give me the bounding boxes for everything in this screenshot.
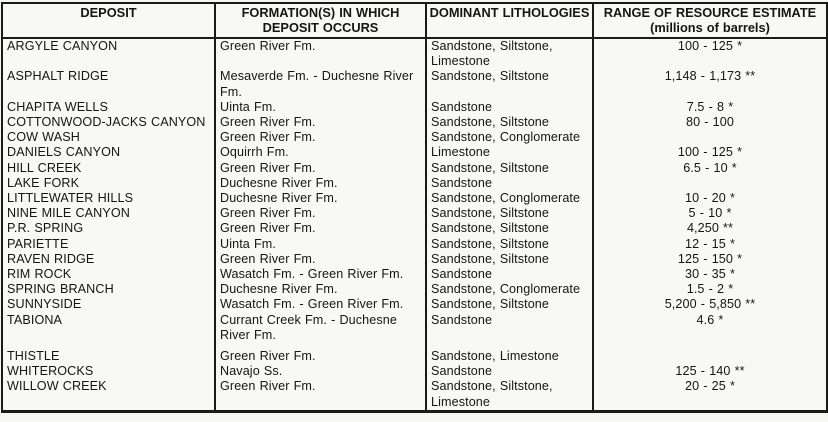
cell-lithologies: Sandstone, Siltstone bbox=[426, 237, 593, 252]
cell-formation: Green River Fm. bbox=[215, 161, 426, 176]
table-row bbox=[2, 237, 827, 252]
cell-estimate: 12 - 15 * bbox=[593, 237, 827, 252]
cell-estimate: 125 - 150 * bbox=[593, 252, 827, 267]
cell-formation: Duchesne River Fm. bbox=[215, 176, 426, 191]
cell-formation: Green River Fm. bbox=[215, 221, 426, 236]
table-row bbox=[2, 282, 827, 297]
table-row bbox=[2, 379, 827, 411]
table-row bbox=[2, 38, 827, 69]
cell-lithologies: Sandstone, Conglomerate bbox=[426, 130, 593, 145]
cell-lithologies: Sandstone, Limestone bbox=[426, 349, 593, 364]
col-header-lithologies: DOMINANT LITHOLOGIES bbox=[426, 3, 593, 38]
cell-lithologies: Sandstone, Siltstone bbox=[426, 115, 593, 130]
cell-deposit: DANIELS CANYON bbox=[7, 145, 121, 160]
col-header-deposit: DEPOSIT bbox=[2, 3, 215, 38]
table-row bbox=[2, 206, 827, 221]
table-row bbox=[2, 115, 827, 130]
table-row bbox=[2, 69, 827, 99]
col-header-estimate-label: RANGE OF RESOURCE ESTIMATE bbox=[603, 5, 817, 20]
cell-formation: Mesaverde Fm. - Duchesne River Fm. bbox=[215, 69, 426, 99]
cell-formation: Green River Fm. bbox=[215, 115, 426, 130]
cell-estimate: 5 - 10 * bbox=[593, 206, 827, 221]
cell-deposit: SPRING BRANCH bbox=[7, 282, 114, 297]
table-row bbox=[2, 297, 827, 312]
cell-lithologies: Limestone bbox=[426, 145, 593, 160]
table-body bbox=[2, 38, 827, 411]
col-header-formation: FORMATION(S) IN WHICH DEPOSIT OCCURS bbox=[215, 3, 426, 38]
table-row bbox=[2, 364, 827, 379]
cell-lithologies: Sandstone bbox=[426, 364, 593, 379]
cell-estimate: 5,200 - 5,850 ** bbox=[593, 297, 827, 312]
table-row bbox=[2, 252, 827, 267]
cell-deposit: TABIONA bbox=[7, 312, 63, 327]
cell-estimate: 4,250 ** bbox=[593, 221, 827, 236]
cell-estimate: 1,148 - 1,173 ** bbox=[593, 69, 827, 99]
cell-estimate bbox=[593, 130, 827, 145]
cell-deposit: THISTLE bbox=[7, 349, 60, 364]
cell-estimate: 100 - 125 * bbox=[593, 145, 827, 160]
cell-lithologies: Sandstone, Conglomerate bbox=[426, 191, 593, 206]
cell-deposit: ARGYLE CANYON bbox=[7, 39, 118, 53]
cell-lithologies: Sandstone bbox=[426, 267, 593, 282]
cell-lithologies: Sandstone, Siltstone bbox=[426, 252, 593, 267]
cell-formation: Currant Creek Fm. - Duchesne River Fm. bbox=[215, 313, 426, 349]
cell-deposit: LAKE FORK bbox=[7, 175, 80, 190]
table-row bbox=[2, 176, 827, 191]
header-row bbox=[2, 3, 827, 38]
cell-deposit: COTTONWOOD-JACKS CANYON bbox=[7, 115, 206, 130]
cell-estimate: 30 - 35 * bbox=[593, 267, 827, 282]
cell-lithologies: Sandstone, Siltstone bbox=[426, 297, 593, 312]
cell-deposit: COW WASH bbox=[7, 130, 80, 145]
cell-lithologies: Sandstone, Siltstone bbox=[426, 206, 593, 221]
cell-deposit: WHITEROCKS bbox=[7, 364, 94, 379]
cell-lithologies: Sandstone, Siltstone, Limestone bbox=[426, 379, 593, 411]
cell-lithologies: Sandstone, Siltstone, Limestone bbox=[426, 38, 593, 69]
table-row bbox=[2, 191, 827, 206]
cell-deposit: HILL CREEK bbox=[7, 160, 82, 175]
cell-formation: Wasatch Fm. - Green River Fm. bbox=[215, 297, 426, 312]
cell-formation: Duchesne River Fm. bbox=[215, 282, 426, 297]
cell-formation: Uinta Fm. bbox=[215, 100, 426, 115]
cell-estimate: 10 - 20 * bbox=[593, 191, 827, 206]
cell-estimate: 1.5 - 2 * bbox=[593, 282, 827, 297]
col-header-estimate bbox=[593, 3, 827, 38]
table-row bbox=[2, 130, 827, 145]
cell-estimate: 20 - 25 * bbox=[593, 379, 827, 411]
cell-deposit: P.R. SPRING bbox=[7, 221, 84, 236]
cell-formation: Green River Fm. bbox=[215, 252, 426, 267]
cell-estimate: 100 - 125 * bbox=[593, 38, 827, 69]
cell-lithologies: Sandstone, Conglomerate bbox=[426, 282, 593, 297]
table-row bbox=[2, 221, 827, 236]
cell-estimate: 4.6 * bbox=[593, 313, 827, 349]
cell-formation: Uinta Fm. bbox=[215, 237, 426, 252]
cell-deposit: PARIETTE bbox=[7, 236, 69, 251]
cell-lithologies: Sandstone bbox=[426, 100, 593, 115]
table-header bbox=[2, 3, 827, 38]
cell-deposit: SUNNYSIDE bbox=[7, 297, 82, 312]
cell-deposit: ASPHALT RIDGE bbox=[7, 69, 109, 84]
cell-formation: Green River Fm. bbox=[215, 130, 426, 145]
cell-deposit: CHAPITA WELLS bbox=[7, 99, 108, 114]
cell-formation: Green River Fm. bbox=[215, 206, 426, 221]
cell-formation: Navajo Ss. bbox=[215, 364, 426, 379]
cell-deposit: RAVEN RIDGE bbox=[7, 251, 95, 266]
cell-estimate: 6.5 - 10 * bbox=[593, 161, 827, 176]
cell-formation: Duchesne River Fm. bbox=[215, 191, 426, 206]
cell-deposit: WILLOW CREEK bbox=[7, 379, 107, 394]
cell-formation: Green River Fm. bbox=[215, 38, 426, 69]
cell-estimate: 125 - 140 ** bbox=[593, 364, 827, 379]
col-header-estimate-sublabel: (millions of barrels) bbox=[650, 20, 770, 35]
cell-deposit: NINE MILE CANYON bbox=[7, 206, 130, 221]
cell-formation: Green River Fm. bbox=[215, 349, 426, 364]
cell-formation: Oquirrh Fm. bbox=[215, 145, 426, 160]
cell-deposit: LITTLEWATER HILLS bbox=[7, 191, 134, 206]
cell-deposit: RIM ROCK bbox=[7, 267, 72, 282]
table-row bbox=[2, 267, 827, 282]
table-row bbox=[2, 349, 827, 364]
table-row bbox=[2, 161, 827, 176]
table-row bbox=[2, 313, 827, 349]
resource-estimate-table bbox=[1, 2, 828, 413]
cell-lithologies: Sandstone, Siltstone bbox=[426, 161, 593, 176]
cell-lithologies: Sandstone, Siltstone bbox=[426, 221, 593, 236]
table-row bbox=[2, 100, 827, 115]
cell-lithologies: Sandstone bbox=[426, 313, 593, 349]
cell-estimate bbox=[593, 349, 827, 364]
cell-estimate: 7.5 - 8 * bbox=[593, 100, 827, 115]
cell-formation: Wasatch Fm. - Green River Fm. bbox=[215, 267, 426, 282]
cell-formation: Green River Fm. bbox=[215, 379, 426, 411]
cell-lithologies: Sandstone bbox=[426, 176, 593, 191]
table-row bbox=[2, 145, 827, 160]
cell-estimate: 80 - 100 bbox=[593, 115, 827, 130]
cell-estimate bbox=[593, 176, 827, 191]
cell-lithologies: Sandstone, Siltstone bbox=[426, 69, 593, 99]
